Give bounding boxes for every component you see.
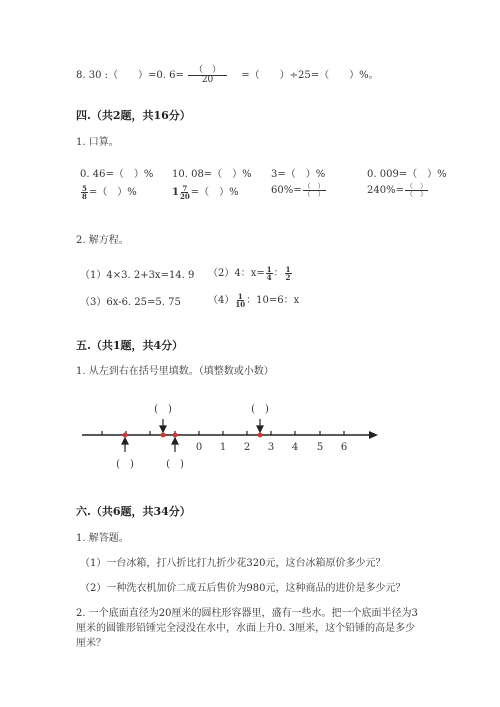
frac-1-2 — [285, 266, 292, 281]
problem-2-line3: 厘米？ — [76, 638, 106, 649]
tick-label: 0 — [195, 442, 203, 453]
frac-7-20 — [180, 185, 190, 200]
oral-calc-2: 10. 08=（ ）% — [172, 169, 252, 180]
down-arrow-head — [160, 426, 166, 432]
frac-den: 10 — [235, 300, 246, 309]
frac-den: 2 — [285, 273, 291, 282]
oral-calc-1: 0. 46=（ ）% — [80, 169, 154, 180]
frac-blank — [405, 183, 428, 198]
oral-calc-6-rest: =（ ）% — [190, 187, 239, 198]
question-8 — [76, 66, 379, 85]
oral-calc-7-lhs: 60%= — [271, 185, 302, 196]
blank-paren: ( ) — [154, 404, 172, 415]
blank-paren: ( ) — [251, 404, 269, 415]
down-arrow-head — [257, 426, 263, 432]
equation-2 — [208, 264, 293, 281]
q8-frac-num: （ ） — [188, 66, 227, 76]
section4-q2-title: 2. 解方程。 — [76, 235, 129, 246]
frac-num: （ ） — [303, 182, 325, 190]
eq2-lhs: （2）4：x= — [208, 268, 265, 279]
section6-heading: 六.（共6题，共34分） — [76, 505, 191, 518]
blank-paren: ( ) — [116, 459, 134, 470]
problem-1-1: （1）一台冰箱，打八折比打九折少花320元，这台冰箱原价多少元？ — [80, 558, 386, 569]
oral-calc-5 — [80, 183, 137, 200]
eq2-ratio-sign: ： — [273, 268, 284, 279]
tick-label: 1 — [219, 442, 227, 453]
equation-4 — [208, 291, 299, 308]
section5-q1-title: 1. 从左到右在括号里填数。（填整数或小数） — [76, 366, 274, 377]
oral-calc-5-rest: =（ ）% — [88, 187, 137, 198]
up-arrow-head — [172, 438, 178, 444]
oral-calc-8-lhs: 240%= — [367, 185, 404, 196]
frac-5-8 — [81, 185, 88, 200]
frac-blank — [303, 183, 326, 198]
tick-label: 3 — [267, 442, 275, 453]
frac-num: 5 — [82, 184, 87, 193]
q8-frac-den: 20 — [201, 75, 214, 85]
number-line — [0, 395, 500, 475]
frac-num: 1 — [266, 265, 272, 274]
frac-den: （ ） — [405, 190, 427, 198]
frac-den: 4 — [266, 273, 272, 282]
axis-arrowhead — [369, 431, 378, 439]
q8-fraction — [188, 66, 227, 85]
tick-label: 6 — [340, 442, 348, 453]
frac-num: 1 — [237, 292, 243, 301]
eq4-rest: ：10=6：x — [246, 295, 300, 306]
problem-1-2: （2）一种洗衣机加价二成五后售价为980元，这种商品的进价是多少元？ — [80, 583, 406, 594]
eq4-prefix: （4） — [208, 295, 235, 306]
frac-num: （ ） — [405, 182, 427, 190]
section5-heading: 五.（共1题，共4分） — [76, 339, 184, 352]
section6-q1-title: 1. 解答题。 — [76, 533, 129, 544]
up-arrow-head — [122, 438, 128, 444]
frac-num: 1 — [285, 265, 291, 274]
blank-paren: ( ) — [166, 459, 184, 470]
frac-1-4 — [266, 266, 273, 281]
problem-2-line1: 2. 一个底面直径为20厘米的圆柱形容器里，盛有一些水。把一个底面半径为3 — [76, 608, 418, 619]
frac-den: 8 — [82, 192, 87, 201]
oral-calc-6 — [172, 183, 239, 200]
section4-q1-title: 1. 口算。 — [76, 137, 119, 148]
oral-calc-8 — [367, 183, 429, 198]
tick-label: 2 — [243, 442, 251, 453]
tick-label: 4 — [291, 442, 299, 453]
q8-part-b: =（ ）÷25=（ ）%。 — [241, 70, 379, 81]
frac-num: 7 — [182, 184, 188, 193]
frac-den: （ ） — [303, 190, 325, 198]
oral-calc-4: 0. 009=（ ）% — [367, 169, 447, 180]
problem-2-line2: 厘米的圆锥形铅锤完全浸没在水中，水面上升0. 3厘米，这个铅锤的高是多少 — [76, 623, 416, 634]
tick-label: 5 — [316, 442, 324, 453]
q8-part-a: 8. 30 :（ ）=0. 6= — [76, 70, 184, 81]
equation-1: （1）4×3. 2+3x=14. 9 — [80, 270, 195, 281]
equation-3: （3）6x-6. 25=5. 75 — [80, 297, 181, 308]
mixed-whole: 1 — [172, 187, 179, 198]
oral-calc-3: 3=（ ）% — [271, 169, 326, 180]
section4-heading: 四.（共2题，共16分） — [76, 109, 191, 122]
oral-calc-7 — [271, 183, 327, 198]
frac-den: 20 — [179, 192, 190, 201]
frac-1-10 — [235, 293, 245, 308]
